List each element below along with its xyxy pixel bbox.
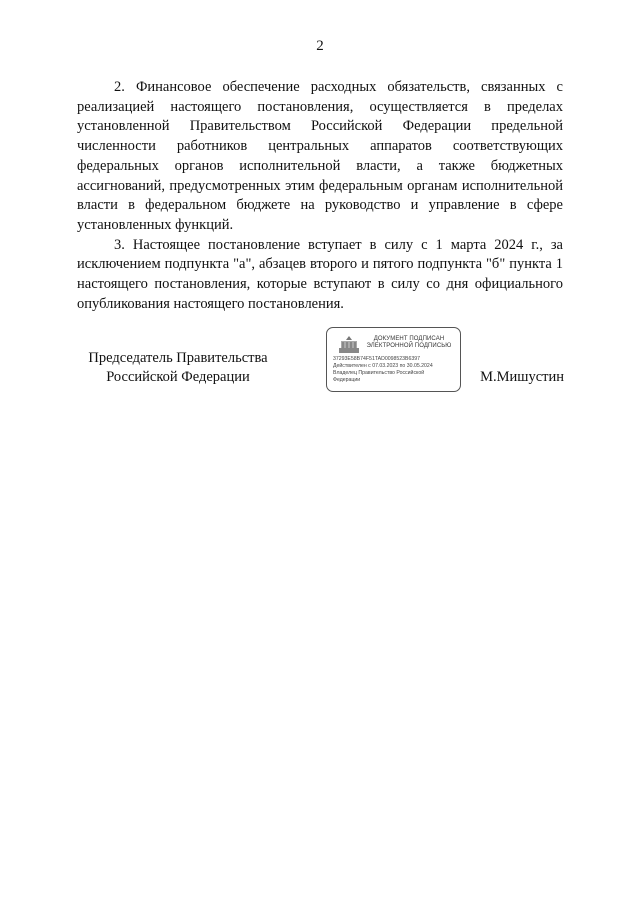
- stamp-title-line1: ДОКУМЕНТ ПОДПИСАН: [373, 336, 445, 342]
- stamp-owner-line2: Федерации: [333, 377, 361, 383]
- coat-of-arms-icon: [338, 335, 360, 354]
- signatory-name: М.Мишустин: [480, 369, 564, 385]
- electronic-signature-stamp: [326, 327, 461, 392]
- signatory-position-line1: Председатель Правительства: [88, 350, 268, 366]
- stamp-validity: Действителен с 07.03.2023 по 30.05.2024: [333, 363, 433, 369]
- stamp-certificate: 37293E58B74F51TAD0098523B6397: [333, 356, 421, 362]
- stamp-owner-line1: Владелец Правительство Российской: [333, 370, 425, 376]
- signatory-position-line2: Российской Федерации: [106, 369, 250, 385]
- stamp-title-line2: ЭЛЕКТРОННОЙ ПОДПИСЬЮ: [366, 343, 452, 349]
- signatory-position: [78, 349, 278, 387]
- page-number: 2: [316, 38, 324, 54]
- stamp-title: [363, 336, 455, 350]
- stamp-details: [333, 356, 458, 384]
- paragraph-2: 2. Финансовое обеспечение расходных обязательств, связанных с реализацией настоящего постановления, осуществляется в пределах установленной Правительством Российской Федерации предельной численности работников центральных аппаратов соответствующих федеральных органов исполнительной власти, а также бюджетных ассигнований, предусмотренных этим федеральным органам исполнительной власти в федеральном бюджете на руководство и управление в сфере установленных функций.: [77, 79, 563, 233]
- paragraph-3: 3. Настоящее постановление вступает в силу с 1 марта 2024 г., за исключением подпункта "а", абзацев второго и пятого подпункта "б" пункта 1 настоящего постановления, которые вступают в силу со дня официального опубликования настоящего постановления.: [77, 236, 563, 312]
- document-body: [77, 78, 563, 314]
